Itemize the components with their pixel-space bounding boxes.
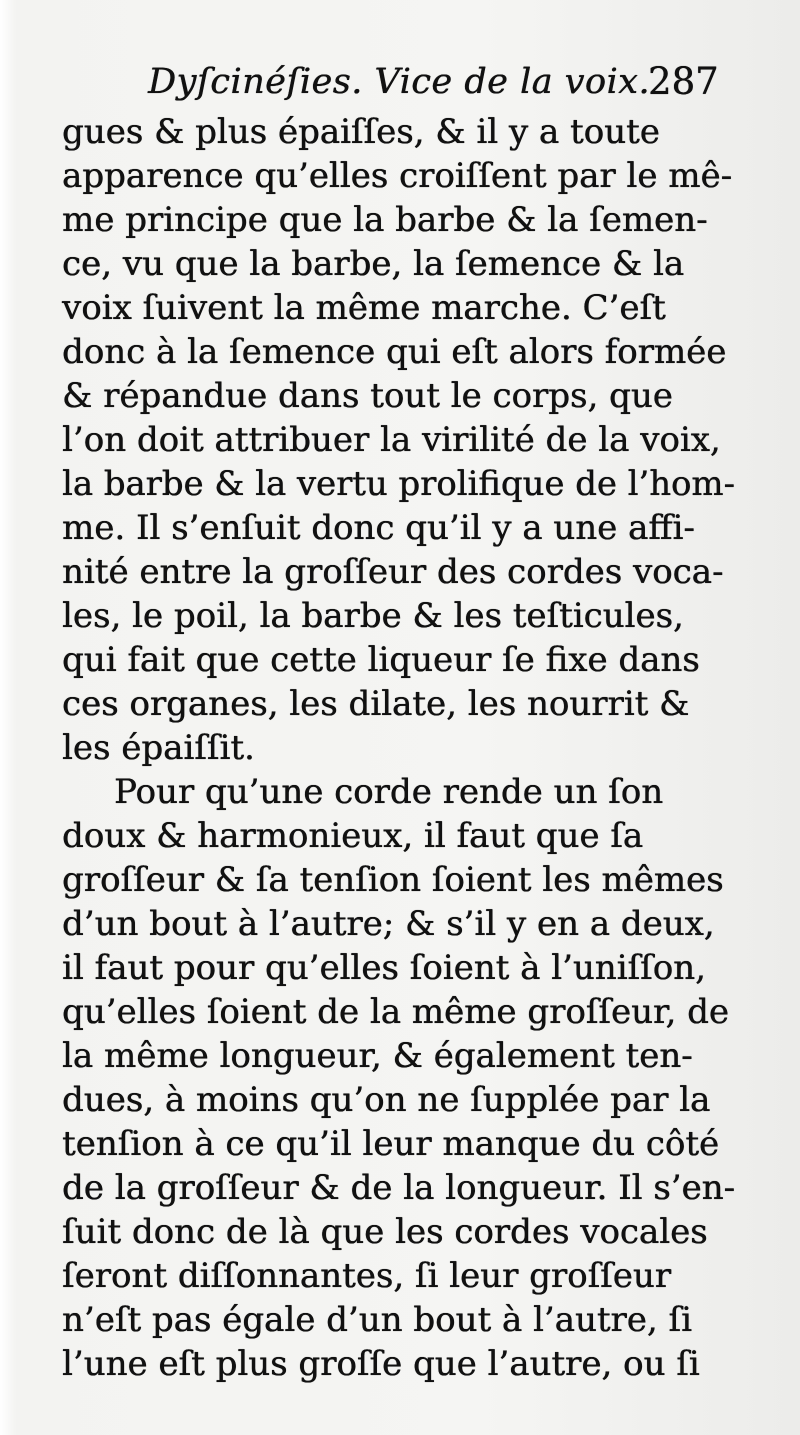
text-line-5: voix ſuivent la même marche. C’eſt xyxy=(62,288,666,328)
page-header xyxy=(0,50,800,110)
text-line-10: me. Il s’enſuit donc qu’il y a une affi- xyxy=(62,508,695,548)
text-line-9: la barbe & la vertu prolifique de l’hom- xyxy=(62,464,735,504)
text-line-25: de la groſſeur & de la longueur. Il s’en- xyxy=(62,1168,736,1208)
text-line-16: Pour qu’une corde rende un ſon xyxy=(114,772,664,812)
text-line-4: ce, vu que la barbe, la ſemence & la xyxy=(62,244,685,284)
text-line-15: les épaiſſit. xyxy=(62,728,255,768)
text-line-1: gues & plus épaiſſes, & il y a toute xyxy=(62,112,660,152)
text-line-14: ces organes, les dilate, les nourrit & xyxy=(62,684,690,724)
text-line-19: d’un bout à l’autre; & s’il y en a deux, xyxy=(62,904,715,944)
text-line-2: apparence qu’elles croiſſent par le mê- xyxy=(62,156,733,196)
text-line-21: qu’elles ſoient de la même groſſeur, de xyxy=(62,992,730,1032)
text-line-18: groſſeur & ſa tenſion ſoient les mêmes xyxy=(62,860,724,900)
text-line-24: tenſion à ce qu’il leur manque du côté xyxy=(62,1124,720,1164)
text-line-20: il faut pour qu’elles ſoient à l’uniſſon, xyxy=(62,948,706,988)
text-line-23: dues, à moins qu’on ne ſupplée par la xyxy=(62,1080,711,1120)
text-line-26: ſuit donc de là que les cordes vocales xyxy=(62,1212,708,1252)
text-line-29: l’une eſt plus groſſe que l’autre, ou ſi xyxy=(62,1344,700,1384)
text-line-27: ſeront diſſonnantes, ſi leur groſſeur xyxy=(62,1256,672,1296)
text-line-7: & répandue dans tout le corps, que xyxy=(62,376,673,416)
text-line-22: la même longueur, & également ten- xyxy=(62,1036,693,1076)
text-line-12: les, le poil, la barbe & les teſticules, xyxy=(62,596,684,636)
page-number: 287 xyxy=(648,60,719,103)
text-line-17: doux & harmonieux, il faut que ſa xyxy=(62,816,644,856)
text-line-3: me principe que la barbe & la ſemen- xyxy=(62,200,708,240)
text-line-6: donc à la ſemence qui eſt alors formée xyxy=(62,332,727,372)
text-line-8: l’on doit attribuer la virilité de la voix, xyxy=(62,420,721,460)
text-line-13: qui fait que cette liqueur ſe fixe dans xyxy=(62,640,700,680)
running-title: Dyſcinéſies. Vice de la voix. xyxy=(148,62,651,102)
text-line-28: n’eſt pas égale d’un bout à l’autre, ſi xyxy=(62,1300,692,1340)
text-line-11: nité entre la groſſeur des cordes voca- xyxy=(62,552,724,592)
